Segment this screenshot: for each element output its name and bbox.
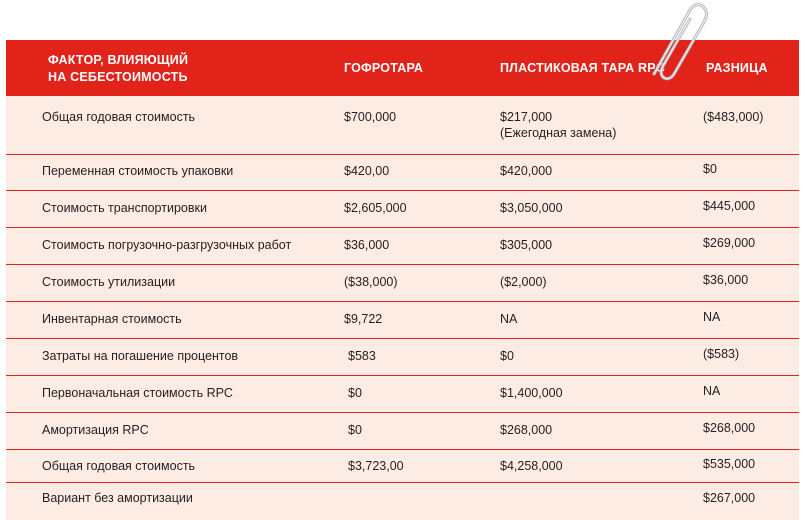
row-difference-value: ($483,000)	[703, 110, 764, 124]
row-factor: Стоимость утилизации	[42, 275, 176, 289]
header-rpc: ПЛАСТИКОВАЯ ТАРА RPC	[500, 61, 666, 75]
row-difference-value: NA	[703, 384, 721, 398]
row-factor: Стоимость погрузочно-разгрузочных работ	[42, 238, 292, 252]
table-row	[6, 302, 799, 339]
row-factor: Общая годовая стоимость	[42, 459, 196, 473]
header-factor-line2: НА СЕБЕСТОИМОСТЬ	[48, 70, 188, 84]
header-factor-line1: ФАКТОР, ВЛИЯЮЩИЙ	[48, 53, 189, 67]
table-row	[6, 265, 799, 302]
row-corrugated-value: $700,000	[344, 110, 397, 124]
row-rpc-value: $4,258,000	[500, 459, 563, 473]
header-factor	[48, 52, 248, 86]
row-rpc-value: ($2,000)	[500, 275, 547, 289]
row-rpc-value: $420,000	[500, 164, 553, 178]
row-factor: Затраты на погашение процентов	[42, 349, 239, 363]
row-rpc-note: (Ежегодная замена)	[500, 126, 617, 140]
table-row	[6, 483, 799, 517]
row-corrugated-value: $0	[348, 386, 362, 400]
row-rpc-value: $0	[500, 349, 514, 363]
header-difference: РАЗНИЦА	[706, 61, 768, 75]
row-rpc-value: NA	[500, 312, 518, 326]
table-row	[6, 228, 799, 265]
row-corrugated-value: $2,605,000	[344, 201, 407, 215]
row-rpc-value	[500, 109, 616, 141]
row-corrugated-value: $3,723,00	[348, 459, 404, 473]
row-rpc-value: $268,000	[500, 423, 553, 437]
header-corrugated: ГОФРОТАРА	[344, 61, 424, 75]
row-rpc-value: $1,400,000	[500, 386, 563, 400]
row-corrugated-value: $0	[348, 423, 362, 437]
row-factor: Стоимость транспортировки	[42, 201, 207, 215]
row-factor: Амортизация RPC	[42, 423, 149, 437]
paperclip-icon	[640, 0, 710, 82]
row-difference-value: $269,000	[703, 236, 756, 250]
row-difference-value: $267,000	[703, 491, 756, 505]
table-row	[6, 376, 799, 413]
table-row	[6, 154, 799, 191]
row-rpc-value: $3,050,000	[500, 201, 563, 215]
row-factor: Общая годовая стоимость	[42, 110, 196, 124]
table-row	[6, 339, 799, 376]
row-difference-value: $535,000	[703, 457, 756, 471]
row-difference-value: $36,000	[703, 273, 749, 287]
table-row	[6, 413, 799, 450]
row-factor: Переменная стоимость упаковки	[42, 164, 234, 178]
row-difference-value: ($583)	[703, 347, 740, 361]
row-rpc-amount: $217,000	[500, 110, 553, 124]
row-corrugated-value: ($38,000)	[344, 275, 398, 289]
row-difference-value: NA	[703, 310, 721, 324]
row-factor: Инвентарная стоимость	[42, 312, 182, 326]
table-row	[6, 96, 799, 155]
table-row	[6, 191, 799, 228]
row-difference-value: $268,000	[703, 421, 756, 435]
row-corrugated-value: $9,722	[344, 312, 383, 326]
row-factor: Вариант без амортизации	[42, 491, 193, 505]
row-difference-value: $445,000	[703, 199, 756, 213]
row-corrugated-value: $36,000	[344, 238, 390, 252]
row-difference-value: $0	[703, 162, 717, 176]
row-rpc-value: $305,000	[500, 238, 553, 252]
row-corrugated-value: $583	[348, 349, 376, 363]
row-factor: Первоначальная стоимость RPC	[42, 386, 233, 400]
row-corrugated-value: $420,00	[344, 164, 390, 178]
table-row	[6, 450, 799, 483]
